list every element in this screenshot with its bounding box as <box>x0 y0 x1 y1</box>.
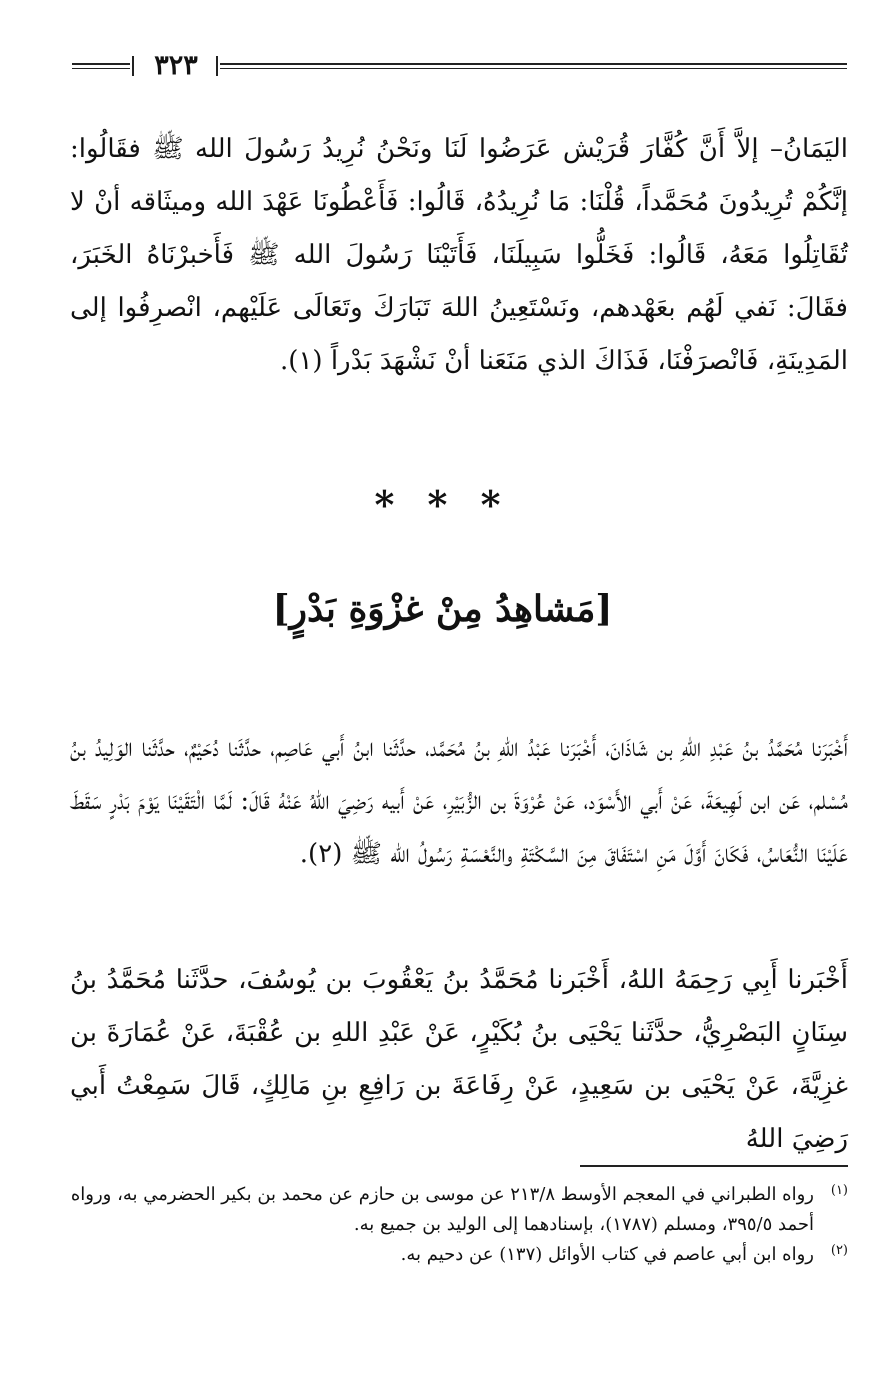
paragraph-3: أَخْبَرنا أَبِي رَحِمَهُ اللهُ، أَخْبَرنا مُحَمَّدُ بنُ يَعْقُوبَ بن يُوسُفَ، حدَّثَنا مُحَمَّدُ بنُ سِنَانٍ البَصْرِيُّ، حدَّثَنا يَحْيَى بنُ بُكَيْرٍ، عَنْ عَبْدِ اللهِ بن عُقْبَةَ، عَنْ عُمَارَةَ بن غزِيَّةَ، عَنْ يَحْيَى بن سَعِيدٍ، عَنْ رِفَاعَةَ بن رَافِعِ بنِ مَالِكٍ، قَالَ سَمِعْتُ أَبي رَضِيَ اللهُ <box>70 965 848 1154</box>
footnote-1-text: رواه الطبراني في المعجم الأوسط ٢١٣/٨ عن موسى بن حازم عن محمد بن بكير الحضرمي به، ورواه أحمد ٣٩٥/٥، ومسلم (١٧٨٧)، بإسنادهما إلى الوليد بن جميع به. <box>70 1184 814 1235</box>
footnote-rule <box>580 1165 848 1167</box>
section-separator: * * * <box>374 482 511 527</box>
paragraph-2: أَخْبَرَنا مُحَمَّدُ بنُ عَبْدِ اللهِ بن شَاذَانَ، أَخْبَرَنا عَبْدُ اللهِ بنُ مُحَمَّد، حدَّثَنا ابنُ أَبي عَاصِم، حدَّثَنا دُحَيْمٌ، حدَّثَنا الوَلِيدُ بنُ مُسْلم، عَن ابن لَهِيعَةَ، عَنْ أَبي الأَسْوَد، عَنْ عُرْوَةَ بن الزُّبَيْرِ، عَنْ أَبيه رَضِيَ اللهُ عَنْهُ قَالَ: لَمَّا الْتَقَيْنَا يَوْمَ بَدْرٍ سَقَطَ عَلَيْنَا النُّعَاسُ، فَكَانَ أَوَّلَ مَنِ اسْتَفَاقَ مِنَ السَّكْتَةِ والنَّعْسَةِ رَسُولُ الله ﷺ (٢). <box>70 733 848 869</box>
paragraph-1: اليَمَانُ– إلاَّ أَنَّ كُفَّارَ قُرَيْش عَرَضُوا لَنَا ونَحْنُ نُرِيدُ رَسُولَ الله ﷺ فقَالُوا: إنَّكُمْ تُرِيدُونَ مُحَمَّداً، قُلْنَا: مَا نُرِيدُهُ، قَالُوا: فَأَعْطُونَا عَهْدَ الله وميثَاقه أنْ لا تُقَاتِلُوا مَعَهُ، قَالُوا: فَخَلُّوا سَبِيلَنَا، فَأَتَيْنَا رَسُولَ الله ﷺ فَأَخبرْنَاهُ الخَبَرَ، فقَالَ: نَفي لَهُم بعَهْدهم، ونَسْتَعِينُ اللهَ تَبَارَكَ وتَعَالَى عَلَيْهم، انْصرِفُوا إلى المَدِينَةِ، فَانْصرَفْنَا، فَذَاكَ الذي مَنَعَنا أنْ نَشْهَدَ بَدْراً (١). <box>70 134 848 376</box>
header-rule-right <box>220 63 847 69</box>
header-divider-right <box>216 56 218 76</box>
page-header <box>72 52 847 92</box>
footnote-2-text: رواه ابن أبي عاصم في كتاب الأوائل (١٣٧) عن دحيم به. <box>400 1244 814 1265</box>
footnote-1 <box>70 1180 848 1240</box>
header-divider-left <box>132 56 134 76</box>
footnotes <box>70 1180 848 1270</box>
footnote-2 <box>70 1240 848 1270</box>
page-number: ٣٢٣ <box>154 50 198 81</box>
section-title: [مَشاهِدُ مِنْ غزْوَةِ بَدْرٍ] <box>272 588 613 630</box>
footnote-1-mark: (١) <box>830 1183 848 1198</box>
footnote-2-mark: (٢) <box>830 1243 848 1258</box>
header-rule-left <box>72 63 130 69</box>
